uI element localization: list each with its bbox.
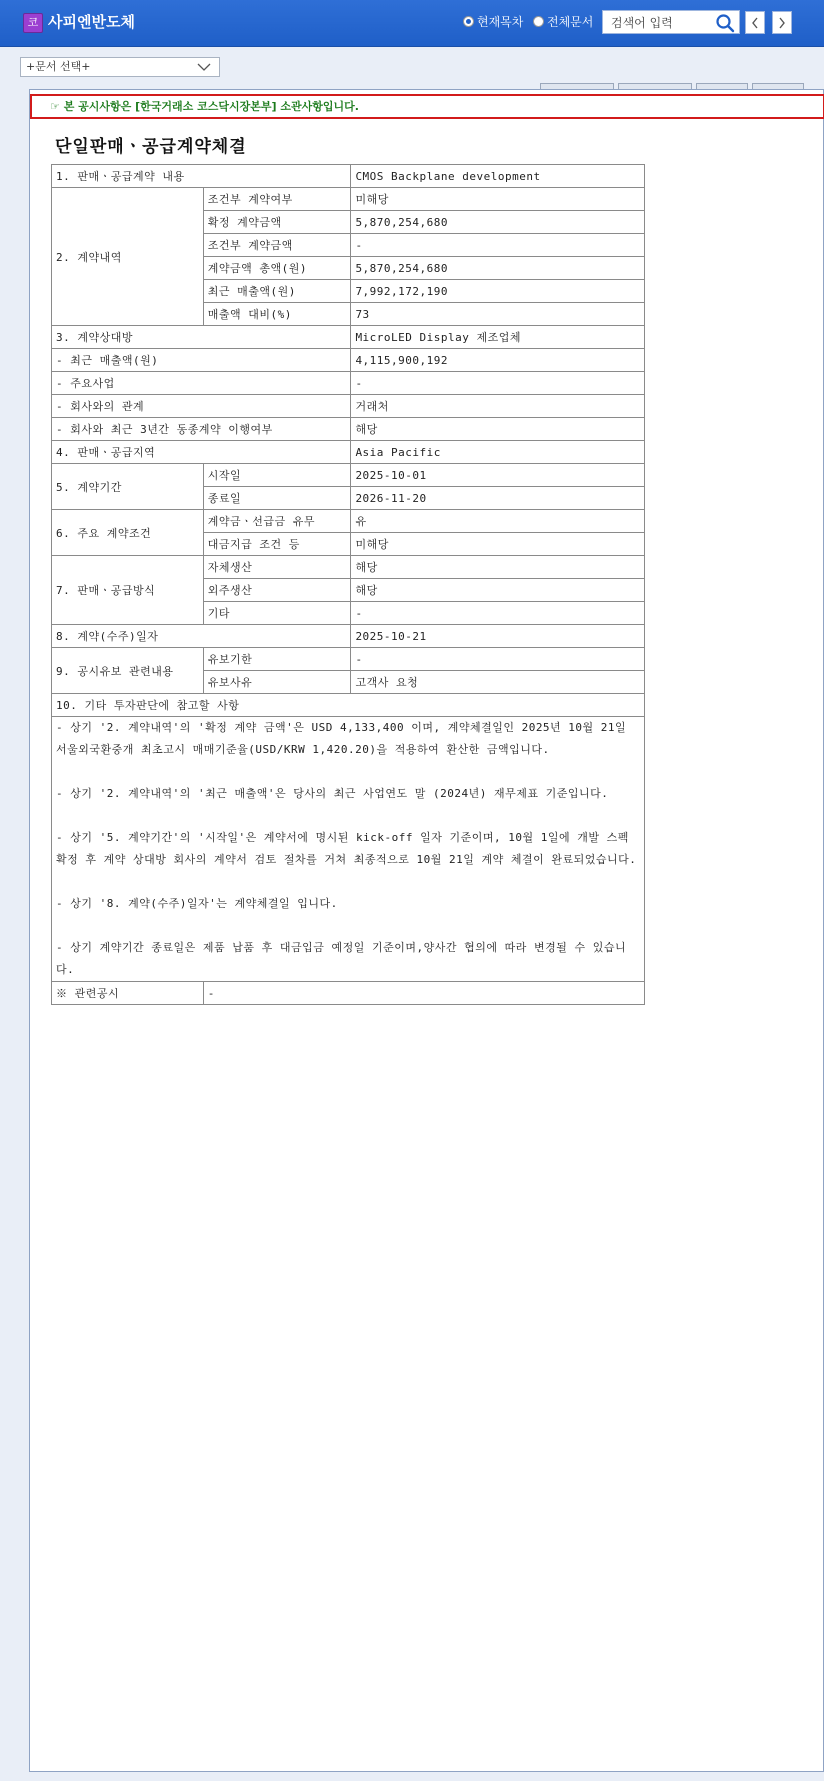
row-value: 해당 [351,556,645,579]
table-row [52,188,645,211]
table-row [52,464,645,487]
row-label: 1. 판매ㆍ공급계약 내용 [52,165,351,188]
note-paragraph: - 상기 계약기간 종료일은 제품 납품 후 대금입금 예정일 기준이며,양사간 협의에 따라 변경될 수 있습니다. [56,941,627,976]
sub-label: 시작일 [203,464,351,487]
row-value: 거래처 [351,395,645,418]
notice-prefix: ☞ 본 공시사항은 [50,100,136,113]
sub-label: 확정 계약금액 [203,211,351,234]
table-row [52,326,645,349]
search-icon[interactable] [715,13,735,33]
sub-label: 조건부 계약여부 [203,188,351,211]
company-name: 사피엔반도체 [48,13,135,31]
table-row [52,556,645,579]
row-value: - [351,648,645,671]
row-value: 5,870,254,680 [351,257,645,280]
chevron-right-icon [778,17,786,29]
radio-unselected-icon[interactable] [533,16,544,27]
notice-highlight: [한국거래소 코스닥시장본부] [135,100,277,113]
row-label: 5. 계약기간 [52,464,204,510]
chevron-left-icon [751,17,759,29]
table-row [52,441,645,464]
row-value: 미해당 [351,188,645,211]
table-row [52,349,645,372]
row-label: - 주요사업 [52,372,351,395]
row-label: 8. 계약(수주)일자 [52,625,351,648]
radio-all-docs-label: 전체문서 [547,15,594,29]
document-select[interactable] [20,57,220,77]
radio-current-toc-label: 현재목차 [477,15,524,29]
sub-label: 대금지급 조건 등 [203,533,351,556]
row-label: ※ 관련공시 [52,982,204,1005]
row-value: 2026-11-20 [351,487,645,510]
note-paragraph: - 상기 '5. 계약기간'의 '시작일'은 계약서에 명시된 kick-off 일자 기준이며, 10월 1일에 개발 스펙 확정 후 계약 상대방 회사의 계약서 검토 절차를 거쳐 최종적으로 10월 21일 계약 체결이 완료되었습니다. [56,831,637,866]
row-value: 4,115,900,192 [351,349,645,372]
table-row [52,418,645,441]
document-title: 단일판매ㆍ공급계약체결 [55,137,247,157]
sub-label: 계약금액 총액(원) [203,257,351,280]
row-value: 5,870,254,680 [351,211,645,234]
table-row [52,625,645,648]
notes-cell [52,717,645,982]
sub-label: 자체생산 [203,556,351,579]
row-value: 73 [351,303,645,326]
row-value: 해당 [351,579,645,602]
row-value: - [351,372,645,395]
prev-button[interactable] [745,11,765,34]
row-value: 유 [351,510,645,533]
row-value: - [351,234,645,257]
search-box [602,10,740,34]
radio-current-toc[interactable] [463,13,523,30]
sub-label: 종료일 [203,487,351,510]
note-paragraph: - 상기 '8. 계약(수주)일자'는 계약체결일 입니다. [56,897,338,910]
row-label: - 최근 매출액(원) [52,349,351,372]
row-value: 해당 [351,418,645,441]
chevron-down-icon [197,62,211,72]
sub-label: 조건부 계약금액 [203,234,351,257]
search-input[interactable] [609,12,713,34]
row-value: MicroLED Display 제조업체 [351,326,645,349]
notice-suffix: 소관사항입니다. [276,100,359,113]
row-value: 미해당 [351,533,645,556]
table-row [52,648,645,671]
note-paragraph: - 상기 '2. 계약내역'의 '확정 계약 금액'은 USD 4,133,400 이며, 계약체결일인 2025년 10월 21일 서울외국환중개 최초고시 매매기준율(USD/KRW 1,420.20)을 적용하여 환산한 금액입니다. [56,721,627,756]
document-viewer [29,89,824,1772]
row-label: 2. 계약내역 [52,188,204,326]
row-value: 2025-10-21 [351,625,645,648]
table-row [52,717,645,982]
next-button[interactable] [772,11,792,34]
sub-label: 외주생산 [203,579,351,602]
row-label: 6. 주요 계약조건 [52,510,204,556]
row-label: 10. 기타 투자판단에 참고할 사항 [52,694,645,717]
table-row [52,165,645,188]
table-row [52,694,645,717]
sub-label: 기타 [203,602,351,625]
row-label: 9. 공시유보 관련내용 [52,648,204,694]
row-value: 2025-10-01 [351,464,645,487]
row-value: - [351,602,645,625]
row-value: CMOS Backplane development [351,165,645,188]
row-value: 고객사 요청 [351,671,645,694]
kosdaq-logo-icon: 코 [23,13,43,33]
sub-label: 유보사유 [203,671,351,694]
row-value: - [203,982,644,1005]
top-bar [0,0,824,47]
radio-all-docs[interactable] [533,13,593,30]
row-label: 4. 판매ㆍ공급지역 [52,441,351,464]
table-row [52,510,645,533]
row-label: - 회사와의 관계 [52,395,351,418]
radio-selected-icon[interactable] [463,16,474,27]
sub-label: 매출액 대비(%) [203,303,351,326]
sub-label: 최근 매출액(원) [203,280,351,303]
jurisdiction-notice [30,94,824,119]
sub-label: 계약금ㆍ선급금 유무 [203,510,351,533]
row-label: 7. 판매ㆍ공급방식 [52,556,204,625]
table-row [52,395,645,418]
row-label: 3. 계약상대방 [52,326,351,349]
row-value: Asia Pacific [351,441,645,464]
row-label: - 회사와 최근 3년간 동종계약 이행여부 [52,418,351,441]
note-paragraph: - 상기 '2. 계약내역'의 '최근 매출액'은 당사의 최근 사업연도 말 (2024년) 재무제표 기준입니다. [56,787,609,800]
table-row [52,372,645,395]
table-row [52,982,645,1005]
sub-label: 유보기한 [203,648,351,671]
disclosure-table [51,164,645,1005]
document-select-label: +문서 선택+ [26,60,91,73]
row-value: 7,992,172,190 [351,280,645,303]
